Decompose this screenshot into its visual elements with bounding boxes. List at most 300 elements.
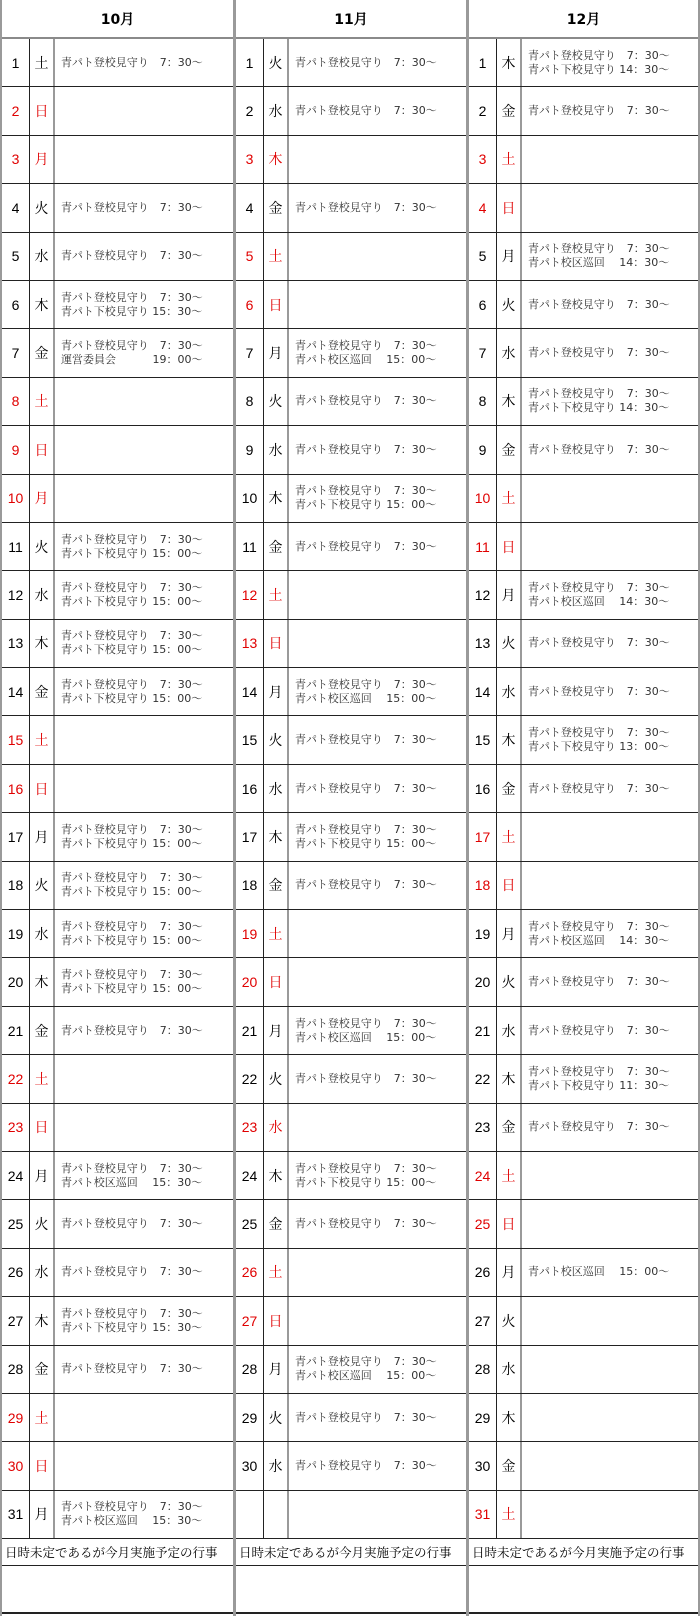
event-cell <box>522 1104 698 1151</box>
day-number: 3 <box>2 136 30 183</box>
day-number: 8 <box>2 378 30 425</box>
event-line: 青パト登校見守り 7：30～ <box>528 726 670 740</box>
day-number: 5 <box>469 233 497 280</box>
event-cell <box>522 281 698 328</box>
day-row <box>236 910 466 958</box>
event-cell <box>289 1200 466 1247</box>
event-cell <box>55 1200 233 1247</box>
month-column <box>0 0 233 1616</box>
event-cell <box>289 1346 466 1393</box>
weekday: 水 <box>264 1442 289 1489</box>
event-cell <box>522 523 698 570</box>
day-number: 31 <box>2 1491 30 1538</box>
event-cell <box>522 329 698 376</box>
day-number: 8 <box>236 378 264 425</box>
weekday <box>264 1491 289 1538</box>
day-row <box>236 1346 466 1394</box>
day-row <box>469 620 698 668</box>
day-row <box>469 1346 698 1394</box>
event-line: 青パト登校見守り 7：30～ <box>295 781 437 795</box>
day-row <box>469 1442 698 1490</box>
day-number: 30 <box>236 1442 264 1489</box>
day-row <box>236 281 466 329</box>
day-row <box>469 378 698 426</box>
day-number: 3 <box>236 136 264 183</box>
weekday: 土 <box>497 1491 522 1538</box>
event-cell <box>55 716 233 763</box>
day-number: 4 <box>469 184 497 231</box>
event-cell <box>522 910 698 957</box>
event-line: 青パト登校見守り 7：30～ <box>295 104 437 118</box>
event-cell <box>289 1055 466 1102</box>
day-number: 18 <box>236 862 264 909</box>
weekday: 日 <box>30 1442 55 1489</box>
day-row <box>2 862 233 910</box>
day-number: 18 <box>2 862 30 909</box>
day-row <box>469 1491 698 1539</box>
event-cell <box>522 620 698 667</box>
event-line: 青パト登校見守り 7：30～ <box>295 878 437 892</box>
event-cell <box>289 39 466 86</box>
event-line: 青パト登校見守り 7：30～ <box>61 1500 203 1514</box>
day-number: 14 <box>2 668 30 715</box>
event-cell <box>522 571 698 618</box>
weekday: 金 <box>497 87 522 134</box>
event-cell <box>522 813 698 860</box>
event-cell <box>522 426 698 473</box>
weekday: 火 <box>497 281 522 328</box>
event-cell <box>55 1297 233 1344</box>
weekday: 木 <box>30 958 55 1005</box>
day-row <box>236 378 466 426</box>
day-number: 13 <box>2 620 30 667</box>
event-cell <box>522 668 698 715</box>
event-line: 青パト登校見守り 7：30～ <box>61 290 203 304</box>
event-line: 青パト登校見守り 7：30～ <box>295 1071 437 1085</box>
event-line: 青パト校区巡回 14：30～ <box>528 256 670 270</box>
event-line: 青パト下校見守り 14：30～ <box>528 401 670 415</box>
weekday: 水 <box>497 1007 522 1054</box>
day-number: 23 <box>236 1104 264 1151</box>
day-row <box>2 329 233 377</box>
event-line: 青パト登校見守り 7：30～ <box>295 1410 437 1424</box>
day-number: 10 <box>2 475 30 522</box>
undecided-events-label: 日時未定であるが今月実施予定の行事 <box>469 1539 698 1566</box>
day-row <box>2 1055 233 1103</box>
day-number: 15 <box>2 716 30 763</box>
weekday: 土 <box>497 136 522 183</box>
day-number: 26 <box>2 1249 30 1296</box>
weekday: 水 <box>264 87 289 134</box>
event-cell <box>55 1491 233 1538</box>
event-line: 青パト下校見守り 11：30～ <box>528 1078 670 1092</box>
event-line: 青パト校区巡回 15：00～ <box>295 353 437 367</box>
day-number: 12 <box>469 571 497 618</box>
day-number: 16 <box>236 765 264 812</box>
weekday: 月 <box>264 668 289 715</box>
event-cell <box>289 378 466 425</box>
day-number: 2 <box>236 87 264 134</box>
day-number: 27 <box>2 1297 30 1344</box>
weekday: 土 <box>264 233 289 280</box>
weekday: 金 <box>30 1346 55 1393</box>
day-number: 11 <box>469 523 497 570</box>
event-line: 青パト登校見守り 7：30～ <box>295 539 437 553</box>
day-row <box>236 1297 466 1345</box>
event-line: 青パト登校見守り 7：30～ <box>295 1355 437 1369</box>
day-number: 21 <box>469 1007 497 1054</box>
weekday: 水 <box>30 571 55 618</box>
day-number: 10 <box>469 475 497 522</box>
day-number: 28 <box>236 1346 264 1393</box>
day-number: 13 <box>469 620 497 667</box>
event-line: 青パト登校見守り 7：30～ <box>61 1265 203 1279</box>
day-row <box>469 571 698 619</box>
weekday: 土 <box>30 1394 55 1441</box>
day-row <box>469 475 698 523</box>
event-cell <box>55 910 233 957</box>
day-number: 4 <box>2 184 30 231</box>
event-line: 青パト校区巡回 15：30～ <box>61 1514 203 1528</box>
event-cell <box>289 329 466 376</box>
event-line: 青パト下校見守り 15：00～ <box>295 1175 437 1189</box>
day-row <box>236 958 466 1006</box>
weekday: 土 <box>264 571 289 618</box>
day-number: 3 <box>469 136 497 183</box>
day-number: 9 <box>2 426 30 473</box>
day-number: 14 <box>469 668 497 715</box>
day-number: 26 <box>469 1249 497 1296</box>
event-cell <box>289 620 466 667</box>
day-number: 9 <box>236 426 264 473</box>
undecided-events-label: 日時未定であるが今月実施予定の行事 <box>236 1539 466 1566</box>
day-row <box>469 668 698 716</box>
weekday: 水 <box>497 1346 522 1393</box>
weekday: 金 <box>264 862 289 909</box>
event-line: 青パト登校見守り 7：30～ <box>61 1217 203 1231</box>
event-cell <box>289 765 466 812</box>
event-line: 青パト下校見守り 14：30～ <box>528 62 670 76</box>
event-line: 青パト登校見守り 7：30～ <box>528 781 670 795</box>
weekday: 月 <box>30 1152 55 1199</box>
event-cell <box>522 233 698 280</box>
event-cell <box>522 1346 698 1393</box>
day-row <box>236 523 466 571</box>
day-row <box>236 39 466 87</box>
day-row <box>236 862 466 910</box>
event-cell <box>289 716 466 763</box>
event-cell <box>55 1249 233 1296</box>
weekday: 火 <box>30 523 55 570</box>
event-cell <box>289 1249 466 1296</box>
event-line: 青パト登校見守り 7：30～ <box>528 975 670 989</box>
event-line: 青パト登校見守り 7：30～ <box>528 1120 670 1134</box>
day-number: 17 <box>469 813 497 860</box>
day-row <box>236 765 466 813</box>
event-line: 青パト下校見守り 15：00～ <box>61 546 203 560</box>
event-cell <box>55 426 233 473</box>
weekday: 金 <box>497 426 522 473</box>
weekday: 水 <box>497 668 522 715</box>
event-line: 青パト登校見守り 7：30～ <box>295 55 437 69</box>
month-column <box>233 0 466 1616</box>
weekday: 金 <box>30 668 55 715</box>
event-cell <box>522 862 698 909</box>
day-row <box>236 1491 466 1539</box>
weekday: 日 <box>497 1200 522 1247</box>
event-line: 青パト登校見守り 7：30～ <box>295 394 437 408</box>
event-cell <box>522 1442 698 1489</box>
weekday: 土 <box>497 1152 522 1199</box>
event-line: 青パト登校見守り 7：30～ <box>61 822 203 836</box>
day-row <box>2 716 233 764</box>
day-row <box>2 1491 233 1539</box>
day-number: 7 <box>2 329 30 376</box>
day-number: 30 <box>2 1442 30 1489</box>
event-line: 青パト登校見守り 7：30～ <box>61 1023 203 1037</box>
day-number: 5 <box>236 233 264 280</box>
day-row <box>2 233 233 281</box>
day-number: 28 <box>469 1346 497 1393</box>
event-cell <box>289 475 466 522</box>
event-cell <box>522 958 698 1005</box>
event-line: 青パト登校見守り 7：30～ <box>295 339 437 353</box>
event-cell <box>522 1200 698 1247</box>
event-cell <box>55 136 233 183</box>
weekday: 金 <box>30 1007 55 1054</box>
day-number: 22 <box>2 1055 30 1102</box>
day-number: 23 <box>469 1104 497 1151</box>
day-row <box>469 1394 698 1442</box>
day-number: 24 <box>236 1152 264 1199</box>
event-line: 青パト校区巡回 14：30～ <box>528 594 670 608</box>
day-row <box>469 1200 698 1248</box>
weekday: 木 <box>497 716 522 763</box>
weekday: 木 <box>497 1055 522 1102</box>
day-row <box>469 39 698 87</box>
weekday: 金 <box>497 765 522 812</box>
day-row <box>2 87 233 135</box>
weekday: 日 <box>497 184 522 231</box>
weekday: 日 <box>264 958 289 1005</box>
day-number: 24 <box>469 1152 497 1199</box>
event-cell <box>55 523 233 570</box>
day-row <box>469 765 698 813</box>
weekday: 土 <box>30 39 55 86</box>
month-header: 12月 <box>469 0 698 39</box>
day-number: 17 <box>236 813 264 860</box>
event-line: 青パト登校見守り 7：30～ <box>295 1459 437 1473</box>
day-row <box>2 1297 233 1345</box>
day-row <box>236 571 466 619</box>
undecided-events-cell <box>2 1566 233 1614</box>
event-line: 青パト登校見守り 7：30～ <box>295 442 437 456</box>
day-row <box>2 184 233 232</box>
day-row <box>469 523 698 571</box>
event-line: 青パト登校見守り 7：30～ <box>528 636 670 650</box>
event-line: 青パト登校見守り 7：30～ <box>61 677 203 691</box>
day-row <box>2 1394 233 1442</box>
event-line: 青パト登校見守り 7：30～ <box>61 580 203 594</box>
day-row <box>236 813 466 861</box>
event-cell <box>289 1104 466 1151</box>
day-number: 30 <box>469 1442 497 1489</box>
weekday: 火 <box>30 1200 55 1247</box>
day-number: 14 <box>236 668 264 715</box>
event-line: 青パト下校見守り 15：00～ <box>295 836 437 850</box>
event-cell <box>55 87 233 134</box>
day-row <box>2 1249 233 1297</box>
day-row <box>469 1104 698 1152</box>
event-cell <box>289 1297 466 1344</box>
weekday: 土 <box>30 1055 55 1102</box>
weekday: 木 <box>264 475 289 522</box>
weekday: 水 <box>264 1104 289 1151</box>
event-cell <box>55 39 233 86</box>
day-row <box>2 1200 233 1248</box>
weekday: 日 <box>264 1297 289 1344</box>
weekday: 月 <box>30 136 55 183</box>
event-cell <box>289 862 466 909</box>
day-number: 20 <box>2 958 30 1005</box>
day-number: 25 <box>236 1200 264 1247</box>
day-row <box>236 1152 466 1200</box>
day-number: 17 <box>2 813 30 860</box>
event-cell <box>522 475 698 522</box>
event-cell <box>55 1346 233 1393</box>
day-row <box>469 958 698 1006</box>
weekday: 水 <box>30 233 55 280</box>
event-cell <box>289 571 466 618</box>
event-cell <box>55 1104 233 1151</box>
day-row <box>2 1007 233 1055</box>
weekday: 金 <box>264 523 289 570</box>
day-row <box>469 329 698 377</box>
weekday: 火 <box>264 378 289 425</box>
day-number: 22 <box>236 1055 264 1102</box>
weekday: 土 <box>264 910 289 957</box>
weekday: 金 <box>497 1442 522 1489</box>
weekday: 日 <box>30 87 55 134</box>
day-row <box>2 813 233 861</box>
event-line: 青パト登校見守り 7：30～ <box>295 1016 437 1030</box>
day-number: 6 <box>236 281 264 328</box>
day-number: 5 <box>2 233 30 280</box>
event-line: 青パト登校見守り 7：30～ <box>295 822 437 836</box>
event-cell <box>289 233 466 280</box>
event-line: 青パト下校見守り 15：00～ <box>61 643 203 657</box>
day-row <box>2 1346 233 1394</box>
event-cell <box>522 1394 698 1441</box>
day-row <box>469 426 698 474</box>
event-line: 青パト登校見守り 7：30～ <box>528 684 670 698</box>
event-cell <box>289 1442 466 1489</box>
day-number: 22 <box>469 1055 497 1102</box>
event-cell <box>289 813 466 860</box>
event-cell <box>289 87 466 134</box>
event-line: 青パト登校見守り 7：30～ <box>61 1362 203 1376</box>
event-line: 青パト登校見守り 7：30～ <box>61 55 203 69</box>
day-number: 1 <box>469 39 497 86</box>
weekday: 日 <box>264 620 289 667</box>
event-line: 青パト校区巡回 15：00～ <box>295 1369 437 1383</box>
day-number: 1 <box>2 39 30 86</box>
event-line: 青パト登校見守り 7：30～ <box>61 629 203 643</box>
event-cell <box>55 765 233 812</box>
weekday: 月 <box>30 475 55 522</box>
event-line: 青パト登校見守り 7：30～ <box>61 200 203 214</box>
event-cell <box>522 378 698 425</box>
event-line: 青パト下校見守り 15：30～ <box>61 1320 203 1334</box>
event-line: 青パト校区巡回 14：30～ <box>528 933 670 947</box>
weekday: 木 <box>497 1394 522 1441</box>
event-line: 青パト登校見守り 7：30～ <box>528 297 670 311</box>
event-line: 青パト登校見守り 7：30～ <box>528 580 670 594</box>
weekday: 水 <box>264 765 289 812</box>
event-cell <box>55 1007 233 1054</box>
weekday: 土 <box>264 1249 289 1296</box>
event-cell <box>522 1152 698 1199</box>
day-row <box>469 813 698 861</box>
day-number: 4 <box>236 184 264 231</box>
event-line: 青パト登校見守り 7：30～ <box>61 339 203 353</box>
day-number: 12 <box>236 571 264 618</box>
event-cell <box>289 426 466 473</box>
event-cell <box>522 765 698 812</box>
event-line: 青パト登校見守り 7：30～ <box>61 1306 203 1320</box>
weekday: 火 <box>264 1394 289 1441</box>
weekday: 月 <box>30 813 55 860</box>
day-row <box>236 668 466 716</box>
weekday: 日 <box>497 523 522 570</box>
event-line: 青パト下校見守り 15：00～ <box>295 498 437 512</box>
weekday: 金 <box>264 1200 289 1247</box>
day-row <box>236 1104 466 1152</box>
day-number: 21 <box>236 1007 264 1054</box>
day-number: 15 <box>469 716 497 763</box>
day-row <box>236 1200 466 1248</box>
day-number: 2 <box>469 87 497 134</box>
weekday: 金 <box>264 184 289 231</box>
event-line: 青パト登校見守り 7：30～ <box>295 677 437 691</box>
day-row <box>236 233 466 281</box>
weekday: 土 <box>30 378 55 425</box>
day-row <box>469 1249 698 1297</box>
day-number: 9 <box>469 426 497 473</box>
event-line: 青パト校区巡回 15：30～ <box>61 1175 203 1189</box>
event-cell <box>522 1297 698 1344</box>
day-row <box>469 862 698 910</box>
event-line: 青パト校区巡回 15：00～ <box>528 1265 670 1279</box>
event-line: 青パト下校見守り 15：30～ <box>61 304 203 318</box>
day-number: 20 <box>469 958 497 1005</box>
day-row <box>469 1152 698 1200</box>
day-number: 16 <box>2 765 30 812</box>
event-line: 青パト登校見守り 7：30～ <box>528 387 670 401</box>
event-line: 青パト下校見守り 15：00～ <box>61 691 203 705</box>
day-number: 29 <box>236 1394 264 1441</box>
event-line: 青パト登校見守り 7：30～ <box>295 484 437 498</box>
undecided-events-cell <box>236 1566 466 1614</box>
event-line: 青パト登校見守り 7：30～ <box>61 871 203 885</box>
event-cell <box>55 958 233 1005</box>
weekday: 木 <box>264 1152 289 1199</box>
event-cell <box>522 39 698 86</box>
event-line: 青パト登校見守り 7：30～ <box>528 242 670 256</box>
weekday: 月 <box>264 1346 289 1393</box>
event-line: 青パト下校見守り 15：00～ <box>61 933 203 947</box>
event-line: 青パト登校見守り 7：30～ <box>295 1161 437 1175</box>
